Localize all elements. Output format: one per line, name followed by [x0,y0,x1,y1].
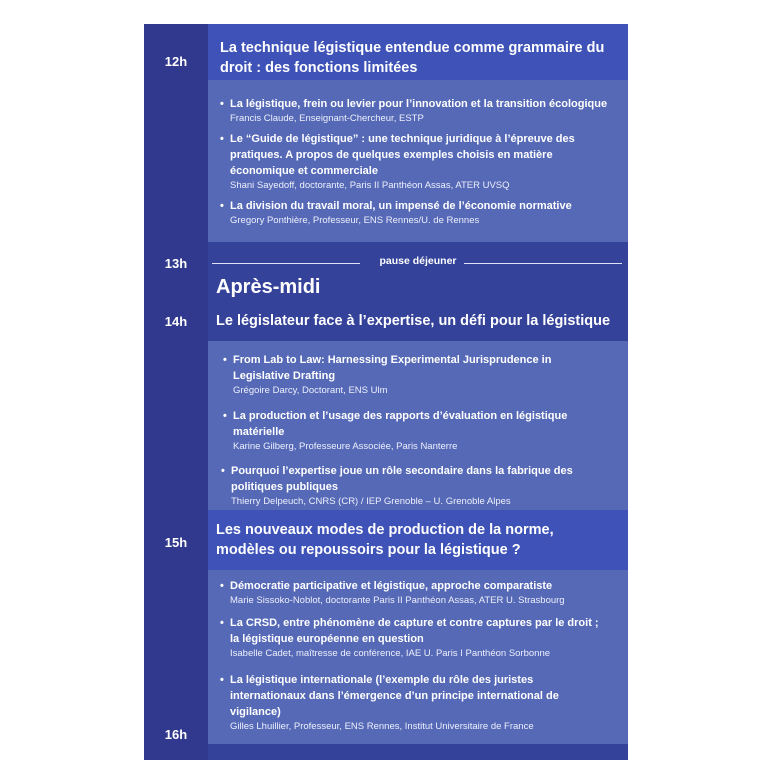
talk-title: • Démocratie participative et légistique, approche comparatiste [220,578,622,594]
talk-item [223,408,608,453]
talk-title: • La division du travail moral, un impensé de l’économie normative [220,198,622,214]
talk-author: Grégoire Darcy, Doctorant, ENS Ulm [233,385,388,396]
time-15h: 15h [164,535,188,550]
session3-talks [208,570,628,744]
talk-title: • La légistique, frein ou levier pour l’innovation et la transition écologique [220,96,622,112]
session1-talks [208,80,628,242]
talk-title: • La légistique internationale (l’exemple du rôle des juristes internationaux dans l’émergence d’un principe international de vigilance) [220,672,608,720]
time-14h: 14h [164,314,188,329]
time-13h: 13h [164,256,188,271]
session2-title: Le législateur face à l’expertise, un défi pour la légistique [216,313,611,329]
time-column [144,24,208,760]
talk-author: Thierry Delpeuch, CNRS (CR) / IEP Grenoble – U. Grenoble Alpes [231,496,511,507]
session1-title: La technique légistique entendue comme grammaire du droit : des fonctions limitées [208,24,628,80]
divider [464,263,622,264]
talk-author: Marie Sissoko-Noblot, doctorante Paris II Panthéon Assas, ATER U. Strasbourg [230,595,565,606]
session2-talks [208,341,628,510]
talk-title: • La CRSD, entre phénomène de capture et contre captures par le droit ; la légistique européenne en question [220,615,608,647]
talk-item [220,131,578,192]
talk-title: • Le “Guide de légistique” : une technique juridique à l’épreuve des pratiques. A propos de quelques exemples choisis en matière économique et commerciale [220,131,578,179]
talk-author: Isabelle Cadet, maîtresse de conférence, IAE U. Paris I Panthéon Sorbonne [230,648,551,659]
talk-title: • Pourquoi l’expertise joue un rôle secondaire dans la fabrique des politiques publiques [221,463,598,495]
time-16h: 16h [164,727,188,742]
program-panel [144,24,628,760]
talk-author: Gilles Lhuillier, Professeur, ENS Rennes, Institut Universitaire de France [230,721,534,732]
talk-title: • La production et l’usage des rapports d’évaluation en légistique matérielle [223,408,608,440]
talk-author: Gregory Ponthière, Professeur, ENS Rennes/U. de Rennes [230,215,480,226]
talk-item [220,198,622,227]
session3-title: Les nouveaux modes de production de la norme, modèles ou repoussoirs pour la légistique ? [208,510,628,570]
afternoon-heading: Après-midi [216,276,321,298]
lunch-break [208,253,628,273]
talk-title: • From Lab to Law: Harnessing Experimental Jurisprudence in Legislative Drafting [223,352,588,384]
talk-item [220,96,622,125]
talk-author: Shani Sayedoff, doctorante, Paris II Panthéon Assas, ATER UVSQ [230,180,510,191]
talk-author: Karine Gilberg, Professeure Associée, Paris Nanterre [233,441,458,452]
talk-author: Francis Claude, Enseignant-Chercheur, ESTP [230,113,424,124]
talk-item [220,615,608,660]
talk-item [221,463,598,508]
talk-item [220,672,608,733]
time-12h: 12h [164,54,188,69]
talk-item [220,578,622,607]
pause-label: pause déjeuner [379,255,457,267]
talk-item [223,352,588,397]
